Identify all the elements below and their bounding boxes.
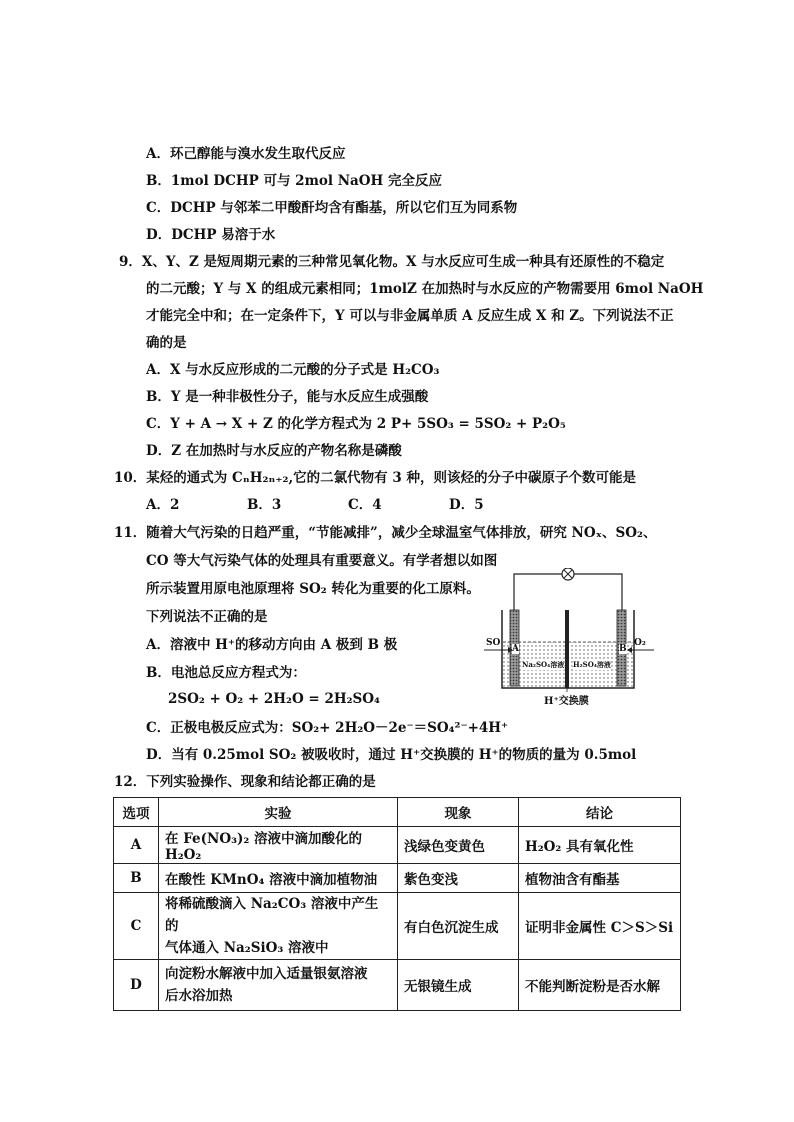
q11-stem-line-4: 下列说法不正确的是: [146, 609, 268, 625]
row-conclusion: 证明非金属性 C＞S＞Si: [519, 893, 681, 960]
row-conclusion: 不能判断淀粉是否水解: [519, 960, 681, 1011]
table-row: [114, 960, 681, 1011]
q11-option-b-equation: 2SO₂ + O₂ + 2H₂O = 2H₂SO₄: [168, 691, 380, 707]
row-phenomenon: 有白色沉淀生成: [398, 893, 519, 960]
row-phenomenon: 浅绿色变黄色: [398, 827, 519, 864]
q11-stem-line-1: 11．随着大气污染的日趋严重，“节能减排”，减少全球温室气体排放，研究 NOₓ、SO₂、: [114, 525, 657, 541]
row-phenomenon: 无银镜生成: [398, 960, 519, 1011]
q9-stem-line-2: 的二元酸；Y 与 X 的组成元素相同；1molZ 在加热时与水反应的产物需要用 6mol NaOH: [146, 281, 704, 297]
header-option: 选项: [114, 798, 159, 827]
left-solution-label: Na₂SO₄溶液: [522, 660, 565, 669]
electrode-a-label: A: [512, 644, 519, 654]
left-gas-label: SO: [486, 638, 501, 648]
electrode-b-label: B: [619, 644, 627, 654]
q9-stem-line-4: 确的是: [146, 335, 187, 351]
row-experiment-line-2: 后水浴加热: [165, 988, 233, 1004]
q11-option-d: D．当有 0.25mol SO₂ 被吸收时，通过 H⁺交换膜的 H⁺的物质的量为 0.5mol: [146, 747, 637, 763]
header-conclusion: 结论: [519, 798, 681, 827]
table-row: [114, 827, 681, 864]
membrane-label: H⁺交换膜: [544, 696, 589, 707]
row-experiment: [159, 960, 398, 1011]
q10-option-b: B．3: [247, 497, 282, 513]
q10-option-c: C．4: [348, 497, 382, 513]
q8-option-d: D．DCHP 易溶于水: [146, 227, 276, 243]
row-experiment: 在酸性 KMnO₄ 溶液中滴加植物油: [159, 864, 398, 893]
row-experiment-line-1: 将稀硫酸滴入 Na₂CO₃ 溶液中产生的: [165, 896, 379, 934]
q11-option-a: A．溶液中 H⁺的移动方向由 A 极到 B 极: [146, 637, 398, 653]
galvanic-cell-diagram: [482, 568, 662, 708]
q10-option-d: D．5: [449, 497, 484, 513]
table-row: [114, 864, 681, 893]
row-experiment: [159, 893, 398, 960]
q9-option-c: C．Y + A → X + Z 的化学方程式为 2 P+ 5SO₃ = 5SO₂ + P₂O₅: [146, 416, 566, 432]
right-solution-label: H₂SO₄溶液: [573, 660, 611, 669]
q9-option-d: D．Z 在加热时与水反应的产物名称是磷酸: [146, 443, 402, 459]
q11-option-b: B．电池总反应方程式为：: [146, 665, 306, 681]
q11-stem-line-3: 所示装置用原电池原理将 SO₂ 转化为重要的化工原料。: [146, 581, 480, 597]
proton-exchange-membrane: [565, 610, 569, 688]
row-option: C: [114, 893, 159, 960]
row-conclusion: 植物油含有酯基: [519, 864, 681, 893]
row-option: A: [114, 827, 159, 864]
header-phenomenon: 现象: [398, 798, 519, 827]
q10-option-a: A．2: [146, 497, 180, 513]
q9-option-a: A．X 与水反应形成的二元酸的分子式是 H₂CO₃: [146, 362, 440, 378]
row-experiment: 在 Fe(NO₃)₂ 溶液中滴加酸化的 H₂O₂: [159, 827, 398, 864]
row-conclusion: H₂O₂ 具有氧化性: [519, 827, 681, 864]
row-option: D: [114, 960, 159, 1011]
table-row: [114, 893, 681, 960]
header-experiment: 实验: [159, 798, 398, 827]
right-gas-label: O₂: [634, 638, 646, 648]
q8-option-c: C．DCHP 与邻苯二甲酸酐均含有酯基，所以它们互为同系物: [146, 200, 518, 216]
q8-option-b: B．1mol DCHP 可与 2mol NaOH 完全反应: [146, 173, 442, 189]
table-header-row: [114, 798, 681, 827]
row-phenomenon: 紫色变浅: [398, 864, 519, 893]
q11-stem-line-2: CO 等大气污染气体的处理具有重要意义。有学者想以如图: [146, 553, 498, 569]
experiment-table: [113, 797, 681, 1011]
q12-stem: 12．下列实验操作、现象和结论都正确的是: [114, 774, 376, 790]
q9-option-b: B．Y 是一种非极性分子，能与水反应生成强酸: [146, 389, 429, 405]
q9-stem-line-1: 9．X、Y、Z 是短周期元素的三种常见氧化物。X 与水反应可生成一种具有还原性的不稳定: [119, 254, 665, 270]
row-experiment-line-1: 向淀粉水解液中加入适量银氨溶液: [165, 966, 368, 982]
q8-option-a: A．环己醇能与溴水发生取代反应: [146, 146, 346, 162]
row-option: B: [114, 864, 159, 893]
q10-stem: 10．某烃的通式为 CₙH₂ₙ₊₂,它的二氯代物有 3 种，则该烃的分子中碳原子个数可能是: [114, 470, 636, 486]
q11-option-c: C．正极电极反应式为：SO₂+ 2H₂O－2e⁻＝SO₄²⁻+4H⁺: [146, 720, 509, 736]
row-experiment-line-2: 气体通入 Na₂SiO₃ 溶液中: [165, 940, 329, 956]
q9-stem-line-3: 才能完全中和；在一定条件下，Y 可以与非金属单质 A 反应生成 X 和 Z。下列说法不正: [146, 308, 674, 324]
